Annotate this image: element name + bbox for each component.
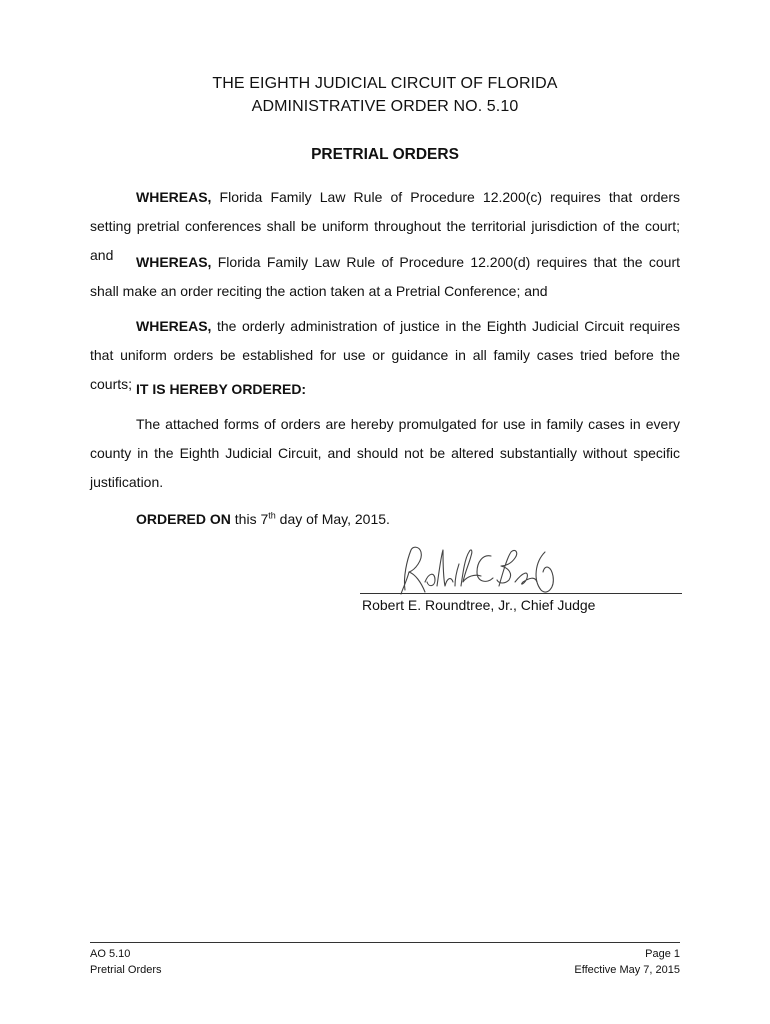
whereas-text-2: Florida Family Law Rule of Procedure 12.200(d) requires that the court shall make an order reciting the action taken at a Pretrial Conference; and xyxy=(90,254,680,299)
ordered-heading-paragraph xyxy=(90,375,680,404)
whereas-lead-3: WHEREAS, xyxy=(136,318,212,334)
signature-line xyxy=(360,593,682,594)
order-number-heading: ADMINISTRATIVE ORDER NO. 5.10 xyxy=(251,98,519,115)
document-title: PRETRIAL ORDERS xyxy=(311,146,459,163)
ordered-on-text-a: this 7 xyxy=(230,511,269,527)
signature-block xyxy=(360,542,682,598)
handwritten-signature xyxy=(395,542,585,598)
ordered-heading: IT IS HEREBY ORDERED: xyxy=(136,381,307,397)
footer-order-title: Pretrial Orders xyxy=(90,964,162,976)
court-name-heading: THE EIGHTH JUDICIAL CIRCUIT OF FLORIDA xyxy=(212,75,558,92)
order-body-text: The attached forms of orders are hereby promulgated for use in family cases in every county in the Eighth Judicial Circuit, and should not be altered substantially without specific justification. xyxy=(90,416,680,490)
signer-name: Robert E. Roundtree, Jr., Chief Judge xyxy=(362,597,596,613)
whereas-text-1: Florida Family Law Rule of Procedure 12.200(c) requires that orders setting pretrial conferences shall be uniform throughout the territorial jurisdiction of the court; and xyxy=(90,189,680,263)
whereas-text-3: the orderly administration of justice in the Eighth Judicial Circuit requires that uniform orders be established for use or guidance in all family cases tried before the courts; xyxy=(90,318,680,392)
whereas-paragraph-2 xyxy=(90,248,680,306)
footer-order-number: AO 5.10 xyxy=(90,948,131,960)
order-body-paragraph xyxy=(90,410,680,497)
footer-effective-date: Effective May 7, 2015 xyxy=(574,964,680,976)
ordered-on-lead: ORDERED ON xyxy=(136,511,231,527)
ordered-on-paragraph xyxy=(90,505,680,534)
footer-page-number: Page 1 xyxy=(645,948,680,960)
ordered-on-text-b: day of May, 2015. xyxy=(275,511,390,527)
whereas-lead-2: WHEREAS, xyxy=(136,254,212,270)
whereas-lead-1: WHEREAS, xyxy=(136,189,212,205)
ordinal-suffix: th xyxy=(268,510,276,521)
footer-divider xyxy=(90,942,680,943)
